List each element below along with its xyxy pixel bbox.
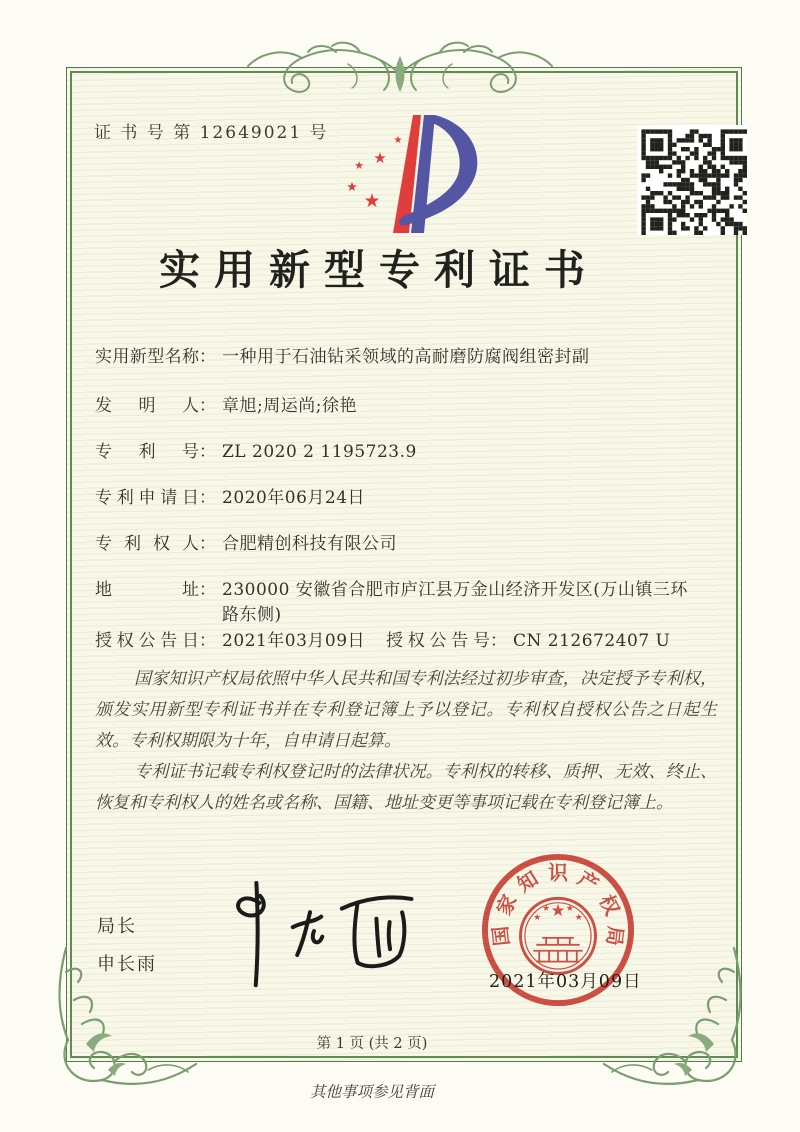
- legal-paragraph-2: 专利证书记载专利权登记时的法律状况。专利权的转移、质押、无效、终止、恢复和专利权人的姓名或名称、国籍、地址变更等事项记载在专利登记簿上。: [95, 762, 717, 813]
- svg-text:局: 局: [602, 924, 629, 948]
- field-row-grant-date: 授权公告日： 2021年03月09日 授权公告号： CN 212672407 U: [95, 629, 365, 654]
- field-value: ZL 2020 2 1195723.9: [222, 442, 417, 462]
- svg-text:★: ★: [550, 900, 566, 921]
- svg-text:国: 国: [487, 924, 514, 948]
- field-row-invention-name: 实用新型名称： 一种用于石油钻采领域的高耐磨防腐阀组密封副: [95, 345, 590, 370]
- signer-name: 申长雨: [97, 954, 157, 975]
- field-value: 230000 安徽省合肥市庐江县万金山经济开发区(万山镇三环路东侧): [222, 580, 688, 625]
- seal-national-emblem: [520, 898, 595, 973]
- logo-stars: [346, 135, 402, 212]
- field-value: 2020年06月24日: [222, 488, 366, 508]
- field-label: 发明人: [95, 396, 199, 416]
- field-label: 专利号: [95, 442, 199, 462]
- field-row-patentee: 专利权人： 合肥精创科技有限公司: [95, 532, 397, 557]
- field-row-patent-number: 专利号： ZL 2020 2 1195723.9: [95, 440, 417, 465]
- field-row-address: 地址： 230000 安徽省合肥市庐江县万金山经济开发区(万山镇三环路东侧): [95, 578, 690, 628]
- top-center-flourish-ornament: [240, 38, 560, 104]
- svg-text:权: 权: [594, 890, 625, 919]
- svg-text:★: ★: [533, 913, 542, 924]
- field-row-inventors: 发明人： 章旭;周运尚;徐艳: [95, 394, 357, 419]
- cnipa-logo: [342, 110, 482, 238]
- field-label: 授权公告日: [95, 631, 199, 651]
- field-value: 章旭;周运尚;徐艳: [222, 396, 357, 416]
- director-signature: [222, 867, 428, 995]
- legal-paragraph-1: 国家知识产权局依照中华人民共和国专利法经过初步审查，决定授予专利权，颁发实用新型专利证书并在专利登记簿上予以登记。专利权自授权公告之日起生效。专利权期限为十年，自申请日起算。: [95, 669, 717, 751]
- field-value: 2021年03月09日: [222, 631, 366, 651]
- field-label: 实用新型名称: [95, 347, 199, 367]
- svg-text:家: 家: [491, 890, 522, 919]
- signer-title: 局长: [97, 916, 137, 937]
- svg-text:产: 产: [573, 865, 604, 897]
- svg-text:★: ★: [574, 913, 583, 924]
- svg-text:★: ★: [542, 904, 551, 915]
- certificate-title: 实用新型专利证书: [159, 246, 599, 294]
- field-value: CN 212672407 U: [513, 631, 671, 651]
- field-value: 合肥精创科技有限公司: [222, 534, 397, 554]
- svg-text:★: ★: [373, 149, 387, 167]
- page-number: 第 1 页 (共 2 页): [316, 1036, 428, 1052]
- field-value: 一种用于石油钻采领域的高耐磨防腐阀组密封副: [222, 347, 590, 367]
- certificate-number: 证 书 号 第 12649021 号: [94, 123, 329, 143]
- qr-code: [637, 125, 747, 235]
- field-label: 专利权人: [95, 534, 199, 554]
- svg-text:知: 知: [512, 865, 543, 897]
- svg-text:★: ★: [565, 904, 574, 915]
- svg-text:★: ★: [363, 190, 381, 212]
- legal-text-block: [95, 664, 717, 819]
- field-label: 授权公告号: [386, 631, 490, 651]
- svg-text:识: 识: [548, 860, 568, 885]
- svg-text:★: ★: [354, 159, 364, 172]
- signer-block: [97, 912, 157, 988]
- back-side-note: 其他事项参见背面: [309, 1083, 434, 1101]
- svg-text:★: ★: [393, 135, 403, 146]
- field-row-grant-number: 授权公告号： CN 212672407 U: [386, 629, 670, 654]
- seal-date: 2021年03月09日: [489, 972, 642, 992]
- svg-text:★: ★: [346, 180, 358, 195]
- field-label: 地址: [95, 580, 199, 600]
- field-row-filing-date: 专利申请日： 2020年06月24日: [95, 486, 365, 511]
- field-label: 专利申请日: [95, 488, 199, 508]
